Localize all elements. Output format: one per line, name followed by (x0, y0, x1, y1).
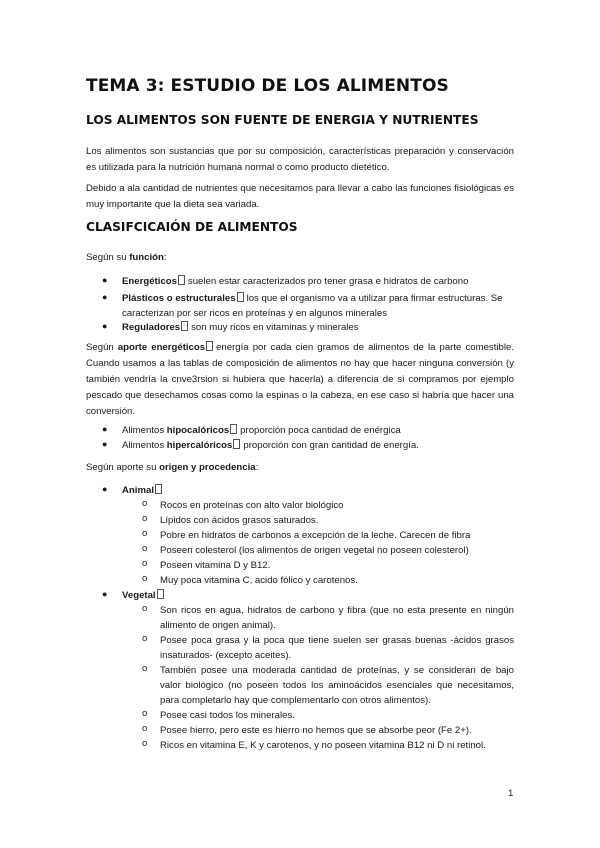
bullet-dot: ● (102, 321, 108, 331)
list-item-vegetal (122, 588, 167, 603)
animal-item: Poseen vitamina D y B12. (160, 560, 271, 571)
sub-bullet-ring: o (142, 633, 148, 644)
missing-glyph-icon (230, 424, 237, 434)
bullet-dot: ● (102, 292, 108, 302)
list-item-reguladores (122, 320, 514, 335)
segun-funcion-prefix: Según su (86, 252, 130, 263)
animal-item: Pobre en hidratos de carbonos a excepción de la leche. Carecen de fibra (160, 530, 471, 541)
page-number: 1 (508, 788, 514, 799)
missing-glyph-icon (181, 321, 188, 331)
sub-bullet-ring: o (142, 723, 148, 734)
sub-bullet-ring: o (142, 663, 148, 674)
vegetal-item: Posee casi todos los minerales. (160, 710, 295, 721)
missing-glyph-icon (206, 341, 213, 351)
vegetal-item: Posee hierro, pero este es hierro no hemos que se absorbe peor (Fe 2+). (160, 725, 472, 736)
animal-item: Lípidos con ácidos grasos saturados. (160, 515, 319, 526)
item-text: son muy ricos en vitaminas y minerales (191, 322, 359, 333)
origen-suffix: : (255, 462, 259, 473)
list-item-hipocaloricos (122, 423, 514, 438)
origen-prefix: Según aporte su (86, 462, 160, 473)
missing-glyph-icon (157, 589, 164, 599)
animal-item: Rocos en proteínas con alto valor biológico (160, 500, 344, 511)
list-item-hipercaloricos (122, 438, 514, 453)
item-text: los que el organismo va a utilizar para firmar estructuras. Se caracterizan por ser ricos en proteínas y en algunos minerales (122, 293, 503, 319)
sub-bullet-ring: o (142, 603, 148, 614)
term: hipocalóricos (166, 425, 230, 436)
paragraph-aporte-energetico (86, 340, 514, 420)
sub-bullet-ring: o (142, 573, 148, 584)
origen-term: origen y procedencia (159, 462, 256, 473)
term: hipercalóricos (166, 440, 233, 451)
paragraph-definicion: Los alimentos son sustancias que por su composición, características preparación y conservación es utilizada para la nutrición humana normal o como producto dietético. (86, 146, 514, 173)
vegetal-item: Son ricos en agua, hidratos de carbono y fibra (que no esta presente en ningún alimento de origen animal). (160, 605, 514, 631)
item-text: suelen estar caracterizados pro tener grasa e hidratos de carbono (187, 276, 469, 287)
sub-bullet-ring: o (142, 558, 148, 569)
sub-bullet-ring: o (142, 528, 148, 539)
missing-glyph-icon (237, 292, 244, 302)
segun-funcion-line (86, 250, 167, 266)
sub-bullet-ring: o (142, 513, 148, 524)
item-prefix: Alimentos (122, 440, 167, 451)
item-text: proporción poca cantidad de enérgica (240, 425, 401, 436)
term: Energéticos (122, 276, 177, 287)
missing-glyph-icon (155, 484, 162, 494)
vegetal-item: Posee poca grasa y la poca que tiene suelen ser grasas buenas -ácidos grasos insaturados- (excepto aceites). (160, 635, 514, 661)
section-heading-clasificacion: CLASIFCICAIÓN DE ALIMENTOS (86, 220, 298, 234)
item-text: proporción con gran cantidad de energía. (243, 440, 419, 451)
vegetal-item: Ricos en vitamina E, K y carotenos, y no poseen vitamina B12 ni D ni retinol. (160, 740, 486, 751)
aporte-prefix: Según (86, 342, 118, 353)
list-item-plasticos (122, 291, 514, 321)
segun-funcion-term: función (129, 252, 164, 263)
missing-glyph-icon (178, 275, 185, 285)
sub-bullet-ring: o (142, 543, 148, 554)
segun-funcion-suffix: : (163, 252, 167, 263)
bullet-dot: ● (102, 424, 108, 434)
aporte-text: energía por cada cien gramos de alimentos de la parte comestible. Cuando usamos a las tablas de composición de alimentos no hay que hacer ninguna conversión (y también vendría la cnve3rsion si hubiera que hacerla) a diferencia de si compramos por ejemplo pescado que desechamos cosas como la espinas o la cabeza, en ese caso si habría que hacer una conversión. (86, 342, 514, 417)
list-item-energeticos (122, 274, 514, 289)
term: Animal (122, 485, 154, 496)
bullet-dot: ● (102, 439, 108, 449)
animal-item: Poseen colesterol (los alimentos de origen vegetal no poseen colesterol) (160, 545, 469, 556)
aporte-term: aporte energéticos (117, 342, 206, 353)
document-title: TEMA 3: ESTUDIO DE LOS ALIMENTOS (86, 76, 449, 96)
animal-item: Muy poca vitamina C, acido fólico y carotenos. (160, 575, 358, 586)
item-prefix: Alimentos (122, 425, 167, 436)
segun-origen-line (86, 460, 258, 476)
sub-bullet-ring: o (142, 738, 148, 749)
section-heading-fuente: LOS ALIMENTOS SON FUENTE DE ENERGIA Y NUTRIENTES (86, 113, 479, 127)
paragraph-variedad: Debido a ala cantidad de nutrientes que necesitamos para llevar a cabo las funciones fisiológicas es muy importante que la dieta sea variada. (86, 183, 514, 210)
list-item-animal (122, 483, 165, 498)
term: Plásticos o estructurales (122, 293, 236, 304)
missing-glyph-icon (233, 439, 240, 449)
term: Vegetal (122, 590, 156, 601)
sub-bullet-ring: o (142, 498, 148, 509)
term: Reguladores (122, 322, 181, 333)
bullet-dot: ● (102, 484, 108, 494)
vegetal-item: También posee una moderada cantidad de proteínas, y se consideran de bajo valor biológico (no poseen todos los aminoácidos esenciales que necesitamos, para completarlo hay que complementarlo con otros alimentos). (160, 665, 514, 706)
sub-bullet-ring: o (142, 708, 148, 719)
bullet-dot: ● (102, 589, 108, 599)
bullet-dot: ● (102, 275, 108, 285)
